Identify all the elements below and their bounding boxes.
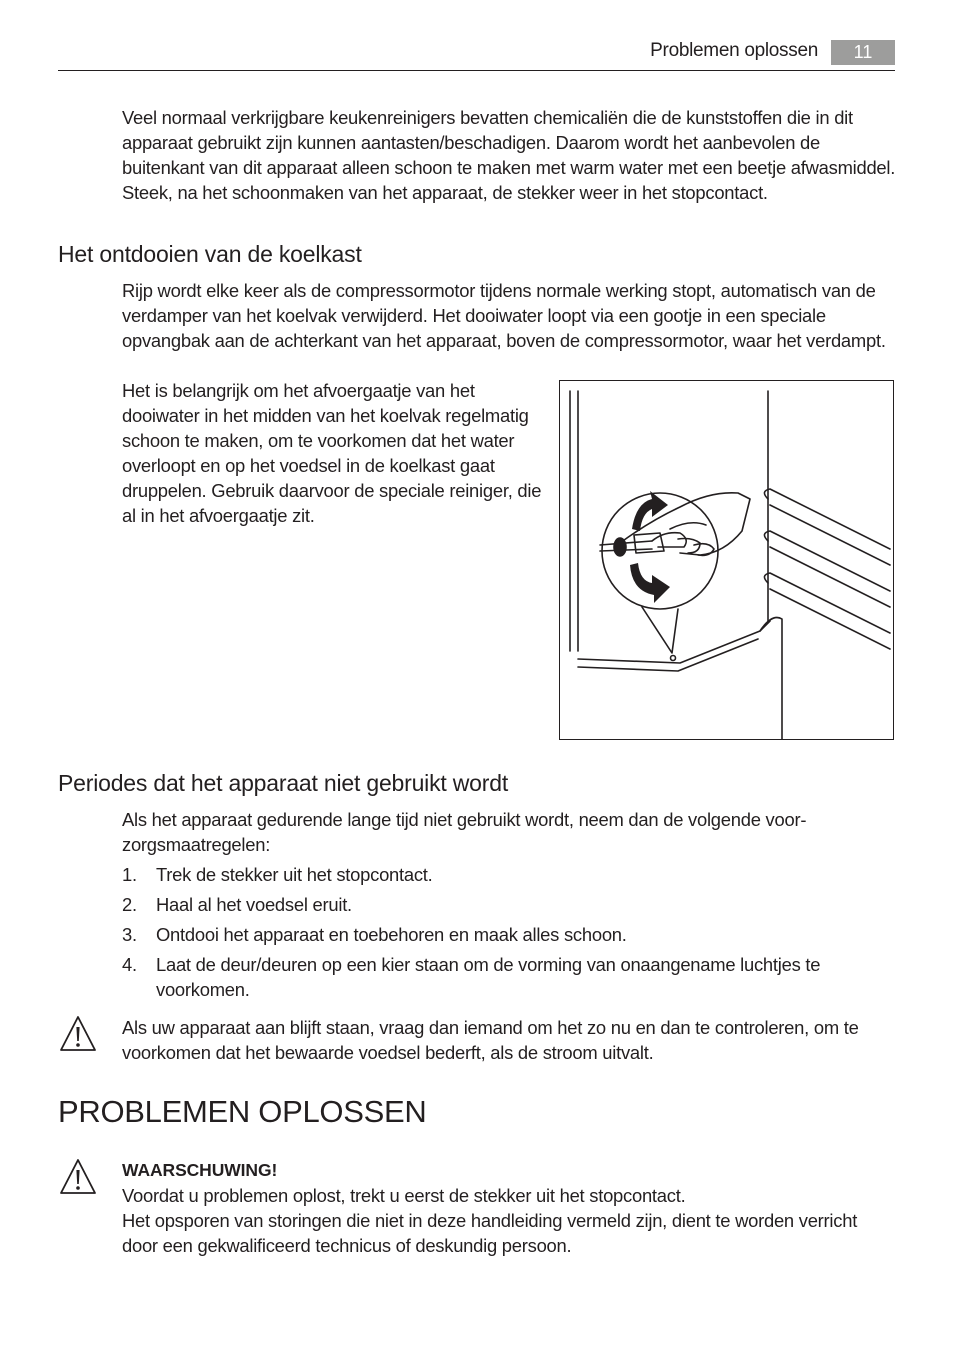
intro-paragraph-2: Steek, na het schoonmaken van het apparaat, de stekker weer in het stopcontact. [122,182,768,203]
caution-text: Als uw apparaat aan blijft staan, vraag dan iemand om het zo nu en dan te controleren, om te voorkomen dat het bewaarde voedsel bederft, als de stroom uitvalt. [122,1017,859,1063]
not-in-use-intro: Als het apparaat gedurende lange tijd niet gebruikt wordt, neem dan de volgende voorzorgsmaatregelen: [122,809,807,855]
list-item-text: Haal al het voedsel eruit. [156,894,352,915]
list-item-number: 2. [122,894,137,915]
warning-line-1: Voordat u problemen oplost, trekt u eerst de stekker uit het stopcontact. [122,1185,686,1206]
list-item [122,862,867,887]
intro-text [122,105,897,205]
list-item-number: 1. [122,864,137,885]
defrost-paragraph-1: Rijp wordt elke keer als de compressormotor tijdens normale werking stopt, automatisch van de verdamper van het koelvak verwijderd. Het dooiwater loopt via een gootje in een speciale opvangbak aan de achterkant van het apparaat, boven de compressormotor, waar het verdampt. [122,280,886,351]
list-item-text: Trek de stekker uit het stopcontact. [156,864,433,885]
list-item-number: 3. [122,924,137,945]
drain-hole-drawing [560,381,893,739]
warning-title: WAARSCHUWING! [122,1160,278,1180]
list-item-text: Laat de deur/deuren op een kier staan om de vorming van onaangename luchtjes te voorkomen. [156,954,821,1000]
list-item [122,952,867,1002]
warning-triangle-icon [58,1157,98,1197]
page-number: 11 [831,40,895,65]
drain-hole-illustration [559,380,894,740]
precautions-list [122,862,867,1007]
warning-triangle-icon [58,1014,98,1054]
warning-line-2: Het opsporen van storingen die niet in deze handleiding vermeld zijn, dient te worden verricht door een gekwalificeerd technicus of deskundig persoon. [122,1210,858,1256]
list-item [122,922,867,947]
list-item-number: 4. [122,954,137,975]
running-header-title: Problemen oplossen [650,40,818,61]
troubleshooting-heading: PROBLEMEN OPLOSSEN [58,1094,427,1129]
warning-block [122,1158,892,1258]
defrost-paragraph-2: Het is belangrijk om het afvoergaatje van het dooiwater in het midden van het koelvak regelmatig schoon te maken, om te voorkomen dat het water overloopt en op het voedsel in de koelkast gaat druppelen. Gebruik daarvoor de speciale reiniger, die al in het afvoergaatje zit. [122,380,542,526]
list-item [122,892,867,917]
header-rule [58,70,895,71]
intro-paragraph-1: Veel normaal verkrijgbare keukenreinigers bevatten chemicaliën die de kunststoffen die in dit apparaat gebruikt zijn kunnen aantasten/beschadigen. Daarom wordt het aanbevolen de buitenkant van dit apparaat alleen schoon te maken met warm water met een beetje afwasmiddel. [122,107,896,178]
list-item-text: Ontdooi het apparaat en toebehoren en maak alles schoon. [156,924,627,945]
defrost-heading: Het ontdooien van de koelkast [58,241,362,267]
not-in-use-heading: Periodes dat het apparaat niet gebruikt wordt [58,770,509,796]
